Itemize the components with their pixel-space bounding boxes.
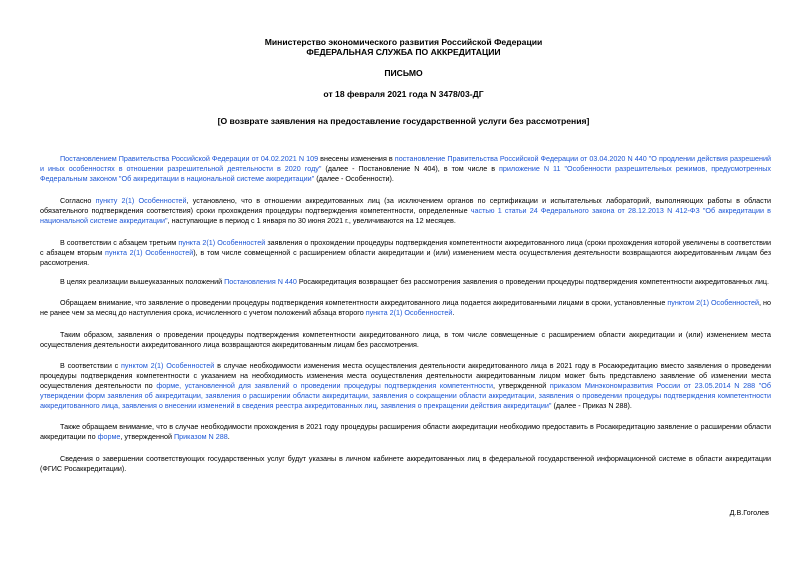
paragraph: [40, 298, 771, 318]
document-link[interactable]: пункту 2(1) Особенностей: [95, 196, 187, 205]
paragraph: [40, 422, 771, 442]
document-link[interactable]: Постановления N 440: [224, 277, 297, 286]
paragraph: [40, 196, 771, 226]
document-link[interactable]: постановление Правительства Российской Федерации от 03.04.2020 N 440 "О продлении действия разрешений и иных особенностях в отношении разрешительной деятельности в 2020 году": [40, 154, 771, 173]
paragraph-text: Согласно: [60, 196, 96, 205]
document-link[interactable]: форме, установленной для заявлений о проведении процедуры подтверждения компетентности: [156, 380, 494, 390]
document-link[interactable]: Постановлением Правительства Российской Федерации от 04.02.2021 N 109: [60, 154, 319, 163]
document-link[interactable]: пунктом 2(1) Особенностей: [667, 298, 760, 307]
paragraph-text: Росаккредитация возвращает без рассмотрения заявления о проведении процедуры подтверждения компетентности аккредитованных лиц.: [296, 277, 770, 286]
paragraph: [40, 238, 771, 268]
paragraph: [40, 454, 771, 474]
document-link[interactable]: приказом Минэкономразвития России от 23.05.2014 N 288 "Об утверждении форм заявления об аккредитации, заявления о расширении области аккредитации, заявления о сокращении области аккредитации, заявления о проведении процедуры подтверждения компетентности аккредитованного лица, заявления о внесении изменений в сведения реестра аккредитованных лиц, заявления о прекращении действия аккредитации": [40, 380, 771, 410]
document-link[interactable]: пункта 2(1) Особенностей: [105, 247, 194, 257]
paragraph-text: В соответствии с: [60, 361, 122, 370]
paragraph: [40, 330, 771, 350]
document-date-number: от 18 февраля 2021 года N 3478/03-ДГ: [323, 89, 484, 99]
paragraph: [40, 154, 771, 184]
paragraph-text: (далее - Постановление N 404), в том числе в: [321, 163, 500, 173]
service-name: ФЕДЕРАЛЬНАЯ СЛУЖБА ПО АККРЕДИТАЦИИ: [306, 47, 501, 57]
paragraph-text: , установлено, что в отношении аккредитованных лиц (за исключением органов по сертификации и испытательных лабораторий, выполняющих работы в области обязательного подтверждения соответствия) сроки прохождения процедуры подтверждения компетентности, определенные: [40, 196, 771, 215]
document-type: ПИСЬМО: [384, 68, 423, 78]
document-subject: [О возврате заявления на предоставление государственной услуги без рассмотрения]: [217, 116, 590, 126]
paragraph-text: , утвержденной: [493, 380, 550, 390]
paragraph-text: В соответствии с абзацем третьим: [60, 238, 179, 247]
document-link[interactable]: пунктом 2(1) Особенностей: [121, 361, 215, 370]
document-link[interactable]: пункта 2(1) Особенностей: [178, 238, 266, 247]
paragraph-text: внесены изменения в: [318, 154, 395, 163]
paragraph-text: .: [452, 307, 455, 317]
paragraph-text: (далее - Особенности).: [314, 173, 394, 183]
document-link[interactable]: приложение N 11 "Особенности разрешительных режимов, предусмотренных Федеральным законом "Об аккредитации в национальной системе аккредитации": [40, 163, 771, 183]
paragraph-text: Также обращаем внимание, что в случае необходимости прохождения в 2021 году процедуры расширения области аккредитации необходимо предоставить в Росаккредитацию заявление о расширении области аккредитации по: [40, 422, 771, 441]
paragraph-text: Обращаем внимание, что заявление о проведении процедуры подтверждения компетентности аккредитованного лица подается аккредитованными лицами в сроки, установленные: [60, 298, 668, 307]
paragraph: [40, 277, 771, 287]
paragraph-text: В целях реализации вышеуказанных положений: [60, 277, 225, 286]
paragraph-text: в случае необходимости изменения места осуществления деятельности аккредитованного лица в 2021 году в Росаккредитацию вместо заявления о проведении процедуры подтверждения компетентности с указанием на необходимость изменения места осуществления деятельности аккредитованным лицом может быть представлено заявление об изменении места осуществления деятельности по: [40, 361, 772, 390]
paragraph-text: , наступающие в период с 1 января по 30 июня 2021 г., увеличиваются на 12 месяцев.: [167, 215, 456, 225]
paragraph: [40, 361, 771, 411]
ministry-name: Министерство экономического развития Российской Федерации: [264, 37, 543, 47]
document-link[interactable]: форме: [97, 431, 121, 441]
paragraph-text: Сведения о завершении соответствующих государственных услуг будут указаны в личном кабинете аккредитованных лиц в федеральной государственной информационной системе в области аккредитации (ФГИС Росаккредитации).: [40, 454, 771, 473]
paragraph-text: , утвержденной: [120, 431, 174, 441]
paragraph-text: , но не ранее чем за месяц до наступления срока, исчисленного с учетом положений абзаца второго: [40, 298, 771, 317]
paragraph-text: .: [227, 431, 230, 441]
paragraph-text: Таким образом, заявления о проведении процедуры подтверждения компетентности аккредитованного лица, в том числе совмещенные с расширением области аккредитации и (или) изменением места осуществления деятельности аккредитованного лица возвращаются аккредитованным лицам без рассмотрения.: [40, 330, 771, 349]
signature: Д.В.Гоголев: [729, 508, 769, 517]
paragraph-text: ), в том числе совмещенной с расширением области аккредитации и (или) изменением места осуществления деятельности возвращаются аккредитованным лицам без рассмотрения.: [40, 247, 772, 267]
paragraph-text: заявления о прохождении процедуры подтверждения компетентности аккредитованного лица (сроки прохождения которой увеличены в соответствии с абзацем вторым: [40, 238, 771, 257]
document-link[interactable]: пункта 2(1) Особенностей: [365, 307, 453, 317]
paragraph-text: (далее - Приказ N 288).: [551, 400, 632, 410]
document-link[interactable]: частью 1 статьи 24 Федерального закона от 28.12.2013 N 412-ФЗ "Об аккредитации в национальной системе аккредитации": [40, 205, 771, 225]
document-link[interactable]: Приказом N 288: [174, 431, 228, 441]
